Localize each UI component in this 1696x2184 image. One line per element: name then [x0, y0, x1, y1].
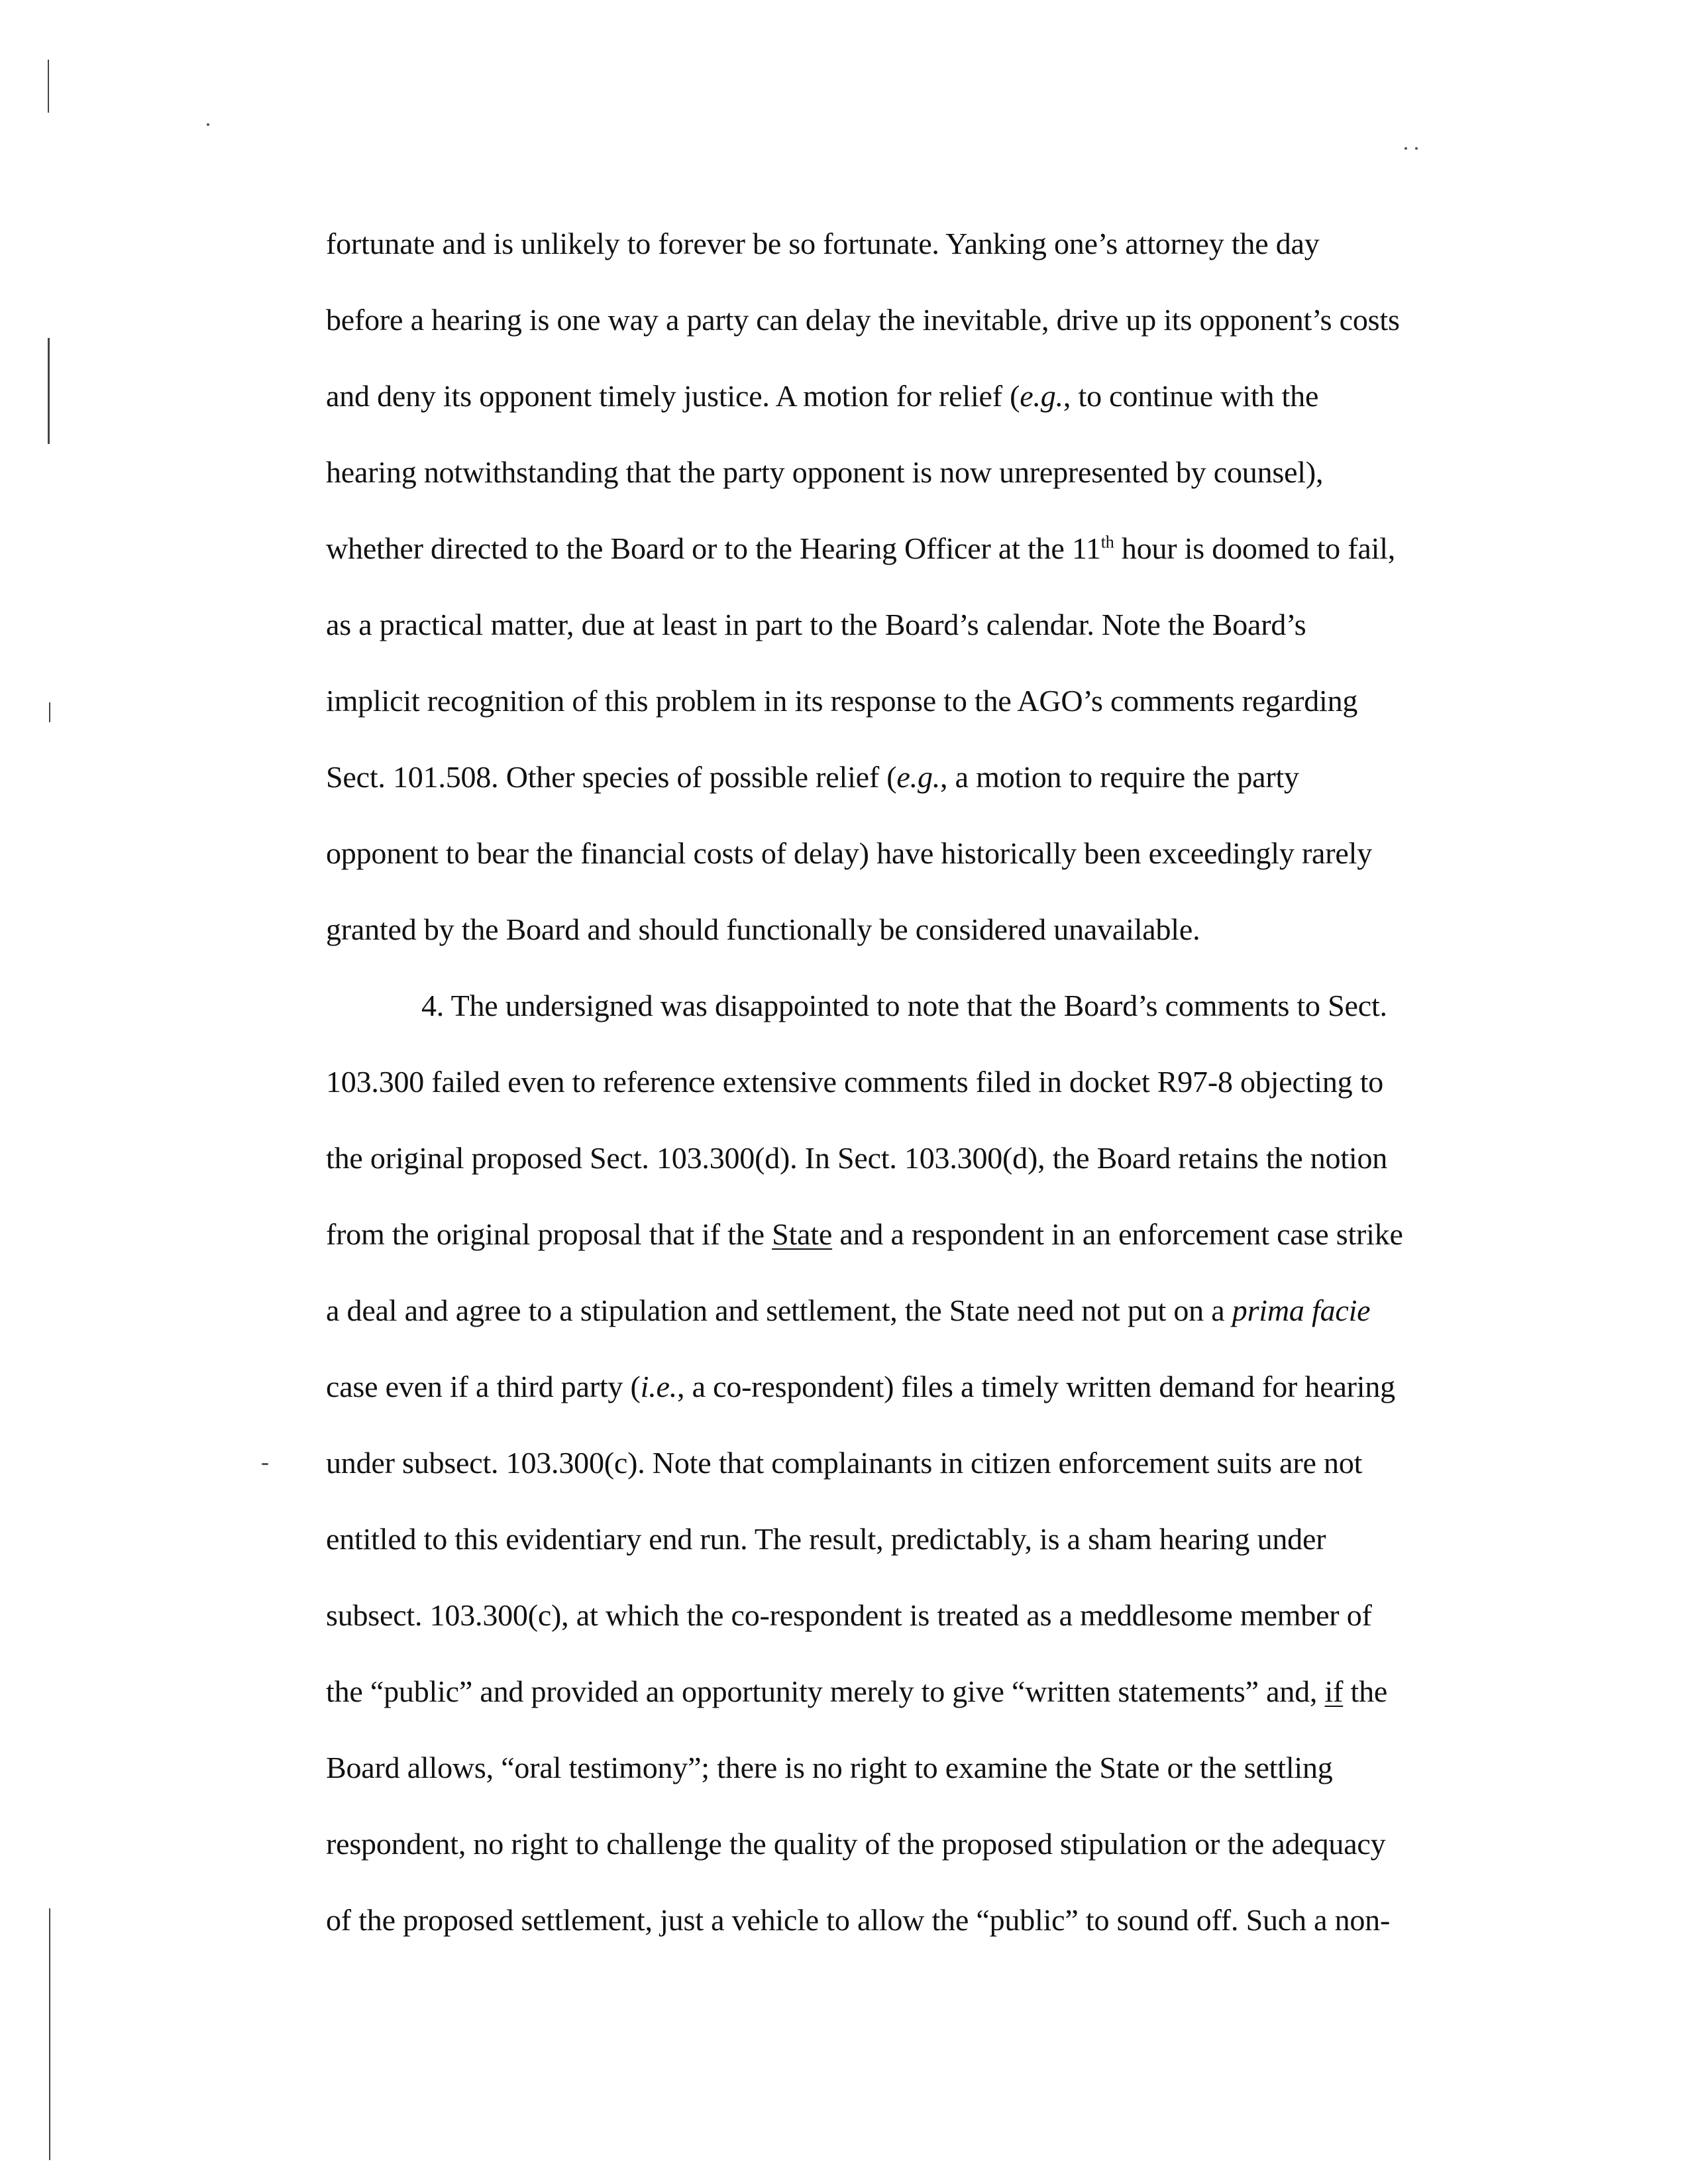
text-line-10: granted by the Board and should functionally be considered unavailable.: [326, 912, 1200, 946]
text-line-15: a deal and agree to a stipulation and settlement, the State need not put on a prima facie: [326, 1293, 1371, 1327]
scan-artifact: [207, 123, 209, 126]
text-line-12: 103.300 failed even to reference extensive comments filed in docket R97-8 objecting to: [326, 1065, 1384, 1099]
text-line-8: Sect. 101.508. Other species of possible relief (e.g., a motion to require the party: [326, 760, 1299, 794]
text-line-22: respondent, no right to challenge the quality of the proposed stipulation or the adequacy: [326, 1827, 1386, 1861]
text-line-5: whether directed to the Board or to the Hearing Officer at the 11th hour is doomed to fail,: [326, 531, 1396, 565]
scan-artifact: [1415, 147, 1418, 150]
text-line-16: case even if a third party (i.e., a co-respondent) files a timely written demand for hearing: [326, 1370, 1395, 1403]
scan-artifact: [262, 1463, 268, 1465]
text-line-13: the original proposed Sect. 103.300(d). In Sect. 103.300(d), the Board retains the notion: [326, 1141, 1388, 1175]
text-line-2: before a hearing is one way a party can delay the inevitable, drive up its opponent’s costs: [326, 303, 1400, 337]
text-line-1: fortunate and is unlikely to forever be so fortunate. Yanking one’s attorney the day: [326, 227, 1320, 260]
text-line-21: Board allows, “oral testimony”; there is no right to examine the State or the settling: [326, 1751, 1333, 1784]
scan-artifact: [48, 338, 50, 444]
text-line-7: implicit recognition of this problem in its response to the AGO’s comments regarding: [326, 684, 1358, 718]
text-line-4: hearing notwithstanding that the party opponent is now unrepresented by counsel),: [326, 455, 1324, 489]
text-line-23: of the proposed settlement, just a vehicle to allow the “public” to sound off. Such a non-: [326, 1903, 1391, 1937]
text-line-19: subsect. 103.300(c), at which the co-respondent is treated as a meddlesome member of: [326, 1598, 1372, 1632]
scan-artifact: [48, 60, 49, 113]
text-line-6: as a practical matter, due at least in part to the Board’s calendar. Note the Board’s: [326, 608, 1306, 641]
scan-artifact: [49, 702, 50, 722]
text-line-3: and deny its opponent timely justice. A motion for relief (e.g., to continue with the: [326, 379, 1319, 413]
text-line-18: entitled to this evidentiary end run. The result, predictably, is a sham hearing under: [326, 1522, 1326, 1556]
text-line-17: under subsect. 103.300(c). Note that complainants in citizen enforcement suits are not: [326, 1446, 1363, 1480]
text-line-20: the “public” and provided an opportunity merely to give “written statements” and, if the: [326, 1674, 1388, 1708]
scan-artifact: [1404, 147, 1407, 150]
paragraph-4-start: 4. The undersigned was disappointed to note that the Board’s comments to Sect.: [421, 989, 1387, 1022]
text-line-9: opponent to bear the financial costs of delay) have historically been exceedingly rarely: [326, 836, 1372, 870]
scan-artifact: [49, 1908, 50, 2160]
text-line-14: from the original proposal that if the State and a respondent in an enforcement case strike: [326, 1217, 1403, 1251]
